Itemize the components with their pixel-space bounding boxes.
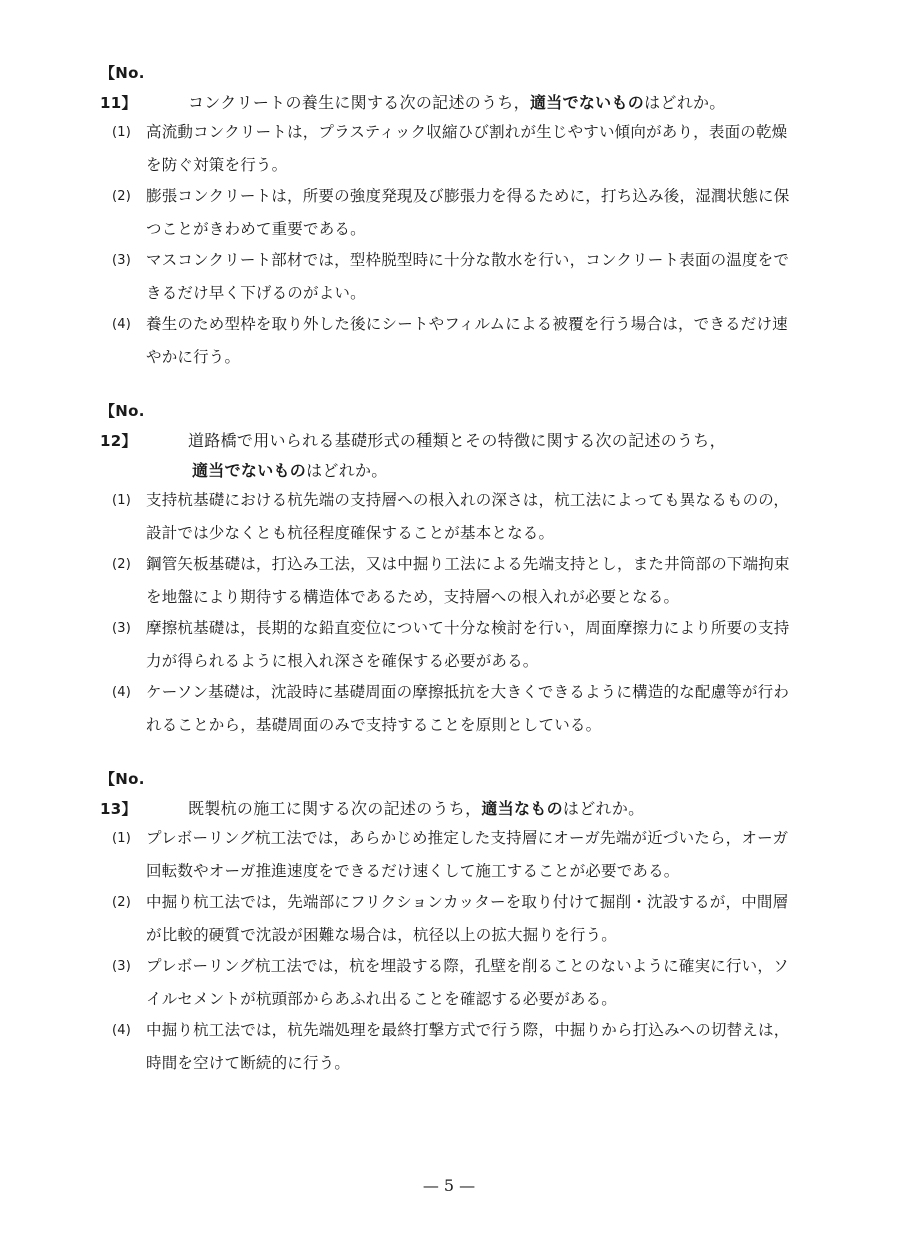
option-text: 養生のため型枠を取り外した後にシートやフィルムによる被覆を行う場合は，できるだけ速やかに行う。	[146, 315, 788, 366]
emphasis-text: 適当でないもの	[529, 93, 645, 112]
option-12-4	[112, 676, 802, 742]
option-number: (4)	[112, 317, 132, 332]
option-11-3	[112, 244, 802, 310]
option-11-2	[112, 180, 802, 246]
question-12-header	[100, 396, 800, 486]
option-number: (4)	[112, 1023, 132, 1038]
option-text: ケーソン基礎は，沈設時に基礎周面の摩擦抵抗を大きくできるように構造的な配慮等が行われることから，基礎周面のみで支持することを原則としている。	[146, 683, 790, 734]
question-number: 【No. 11】	[100, 64, 161, 112]
question-number: 【No. 13】	[100, 770, 161, 818]
option-text: 摩擦杭基礎は，長期的な鉛直変位について十分な検討を行い，周面摩擦力により所要の支持力が得られるように根入れ深さを確保する必要がある。	[146, 619, 790, 670]
option-number: (2)	[112, 189, 132, 204]
option-text: 中掘り杭工法では，杭先端処理を最終打撃方式で行う際，中掘りから打込みへの切替えは，時間を空けて断続的に行う。	[146, 1021, 790, 1072]
option-number: (1)	[112, 831, 132, 846]
emphasis-text: 適当でないもの	[192, 461, 307, 480]
question-text: 既製杭の施工に関する次の記述のうち，適当なものはどれか。	[188, 799, 645, 818]
option-13-1	[112, 822, 802, 888]
option-number: (2)	[112, 557, 132, 572]
question-11-header	[100, 58, 800, 118]
option-number: (4)	[112, 685, 132, 700]
option-number: (1)	[112, 493, 132, 508]
question-text: コンクリートの養生に関する次の記述のうち，適当でないものはどれか。	[188, 93, 726, 112]
question-text-continued: 適当でないものはどれか。	[192, 461, 388, 480]
option-12-3	[112, 612, 802, 678]
option-number: (3)	[112, 959, 132, 974]
option-13-3	[112, 950, 802, 1016]
option-text: 鋼管矢板基礎は，打込み工法，又は中掘り工法による先端支持とし，また井筒部の下端拘束を地盤により期待する構造体であるため，支持層への根入れが必要となる。	[146, 555, 790, 606]
option-text: プレボーリング杭工法では，あらかじめ推定した支持層にオーガ先端が近づいたら，オーガ回転数やオーガ推進速度をできるだけ速くして施工することが必要である。	[146, 829, 789, 880]
option-text: 膨張コンクリートは，所要の強度発現及び膨張力を得るために，打ち込み後，湿潤状態に保つことがきわめて重要である。	[146, 187, 790, 238]
option-number: (1)	[112, 125, 132, 140]
question-text: 道路橋で用いられる基礎形式の種類とその特徴に関する次の記述のうち，	[188, 431, 726, 450]
option-11-1	[112, 116, 802, 182]
option-11-4	[112, 308, 802, 374]
option-text: プレボーリング杭工法では，杭を埋設する際，孔壁を削ることのないように確実に行い，ソイルセメントが杭頭部からあふれ出ることを確認する必要がある。	[146, 957, 789, 1008]
option-number: (3)	[112, 253, 132, 268]
option-text: 中掘り杭工法では，先端部にフリクションカッターを取り付けて掘削・沈設するが，中間層が比較的硬質で沈設が困難な場合は，杭径以上の拡大掘りを行う。	[146, 893, 789, 944]
emphasis-text: 適当なもの	[481, 799, 563, 818]
question-number: 【No. 12】	[100, 402, 161, 450]
option-12-1	[112, 484, 802, 550]
option-text: 支持杭基礎における杭先端の支持層への根入れの深さは，杭工法によっても異なるものの，設計では少なくとも杭径程度確保することが基本となる。	[146, 491, 790, 542]
option-number: (3)	[112, 621, 132, 636]
option-13-4	[112, 1014, 802, 1080]
option-12-2	[112, 548, 802, 614]
option-text: マスコンクリート部材では，型枠脱型時に十分な散水を行い，コンクリート表面の温度をできるだけ早く下げるのがよい。	[146, 251, 790, 302]
option-number: (2)	[112, 895, 132, 910]
page-number: — 5 —	[422, 1176, 476, 1195]
question-13-header	[100, 764, 800, 824]
option-text: 高流動コンクリートは，プラスティック収縮ひび割れが生じやすい傾向があり，表面の乾燥を防ぐ対策を行う。	[146, 123, 788, 174]
option-13-2	[112, 886, 802, 952]
